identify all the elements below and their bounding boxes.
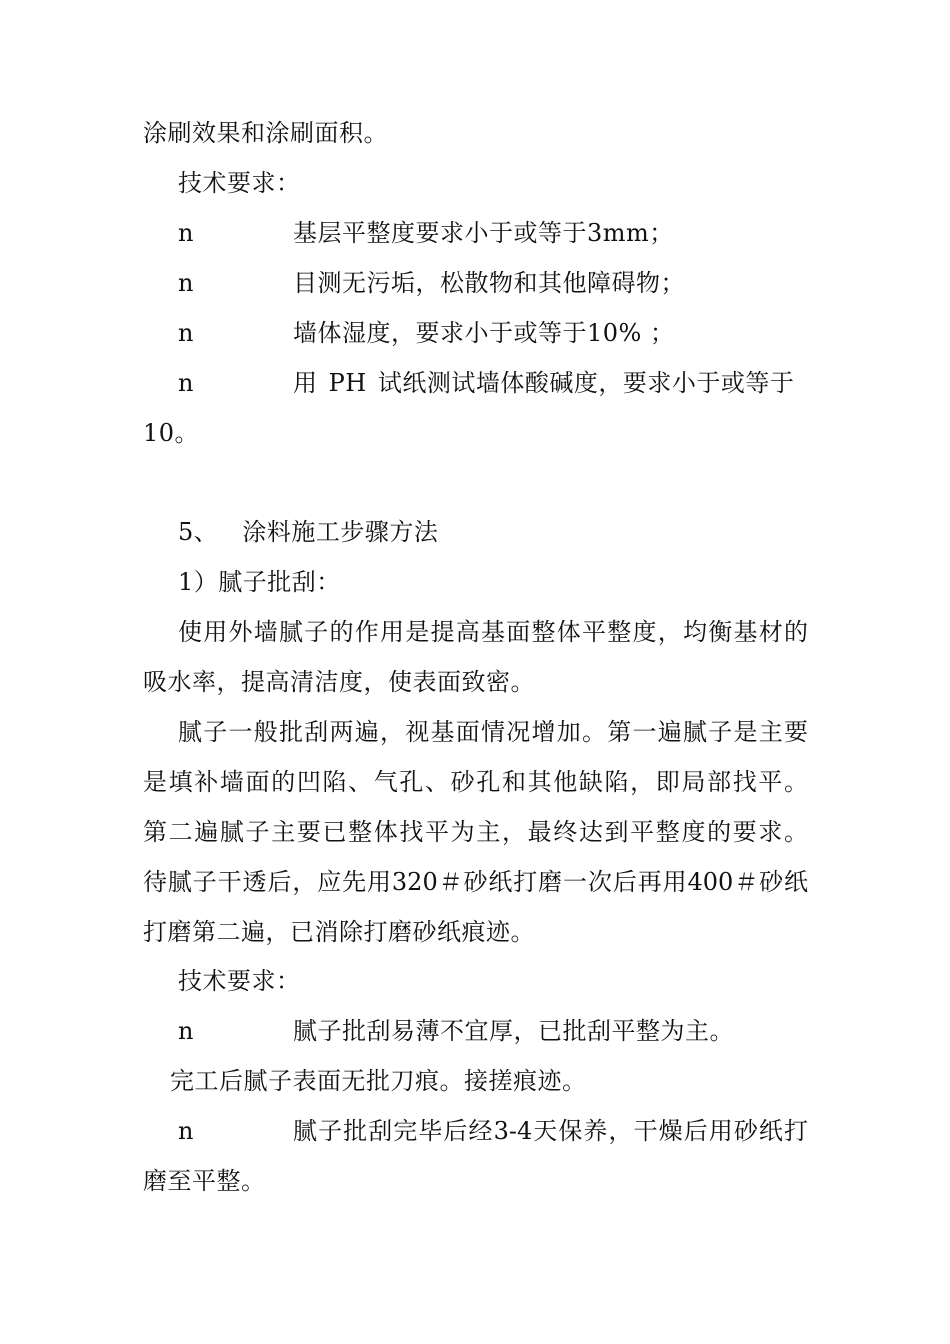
paragraph-line: 10。 — [143, 419, 200, 447]
paragraph-line: 涂刷效果和涂刷面积。 — [143, 119, 388, 147]
bullet-marker: n — [178, 319, 194, 347]
bullet-text: 基层平整度要求小于或等于3mm； — [293, 219, 674, 247]
paragraph-line: 待腻子干透后，应先用320＃砂纸打磨一次后再用400＃砂纸 — [143, 868, 808, 896]
bullet-marker: n — [178, 1117, 194, 1145]
bullet-text: 目测无污垢，松散物和其他障碍物； — [293, 269, 685, 297]
heading-tech-requirements: 技术要求： — [178, 169, 301, 197]
section-heading: 5、 涂料施工步骤方法 — [178, 518, 439, 546]
paragraph-line: 第二遍腻子主要已整体找平为主，最终达到平整度的要求。 — [143, 818, 808, 846]
heading-tech-requirements: 技术要求： — [178, 967, 301, 995]
paragraph-line: 吸水率，提高清洁度，使表面致密。 — [143, 668, 535, 696]
bullet-text: 腻子批刮易薄不宜厚，已批刮平整为主。 — [293, 1017, 734, 1045]
paragraph-line: 是填补墙面的凹陷、气孔、砂孔和其他缺陷，即局部找平。 — [143, 768, 808, 796]
paragraph-line: 腻子一般批刮两遍，视基面情况增加。第一遍腻子是主要 — [178, 718, 808, 746]
paragraph-line: 使用外墙腻子的作用是提高基面整体平整度，均衡基材的 — [178, 618, 808, 646]
bullet-marker: n — [178, 1017, 194, 1045]
bullet-text: 腻子批刮完毕后经3-4天保养，干燥后用砂纸打 — [293, 1117, 808, 1145]
paragraph-line: 打磨第二遍，已消除打磨砂纸痕迹。 — [143, 918, 535, 946]
bullet-marker: n — [178, 219, 194, 247]
subsection-heading: 1）腻子批刮： — [178, 568, 341, 596]
paragraph-line: 磨至平整。 — [143, 1167, 266, 1195]
bullet-marker: n — [178, 369, 194, 397]
bullet-marker: n — [178, 269, 194, 297]
bullet-text: 用 PH 试纸测试墙体酸碱度，要求小于或等于 — [293, 369, 795, 397]
paragraph-line: 完工后腻子表面无批刀痕。接搓痕迹。 — [170, 1067, 587, 1095]
bullet-text: 墙体湿度，要求小于或等于10% ； — [293, 319, 675, 347]
